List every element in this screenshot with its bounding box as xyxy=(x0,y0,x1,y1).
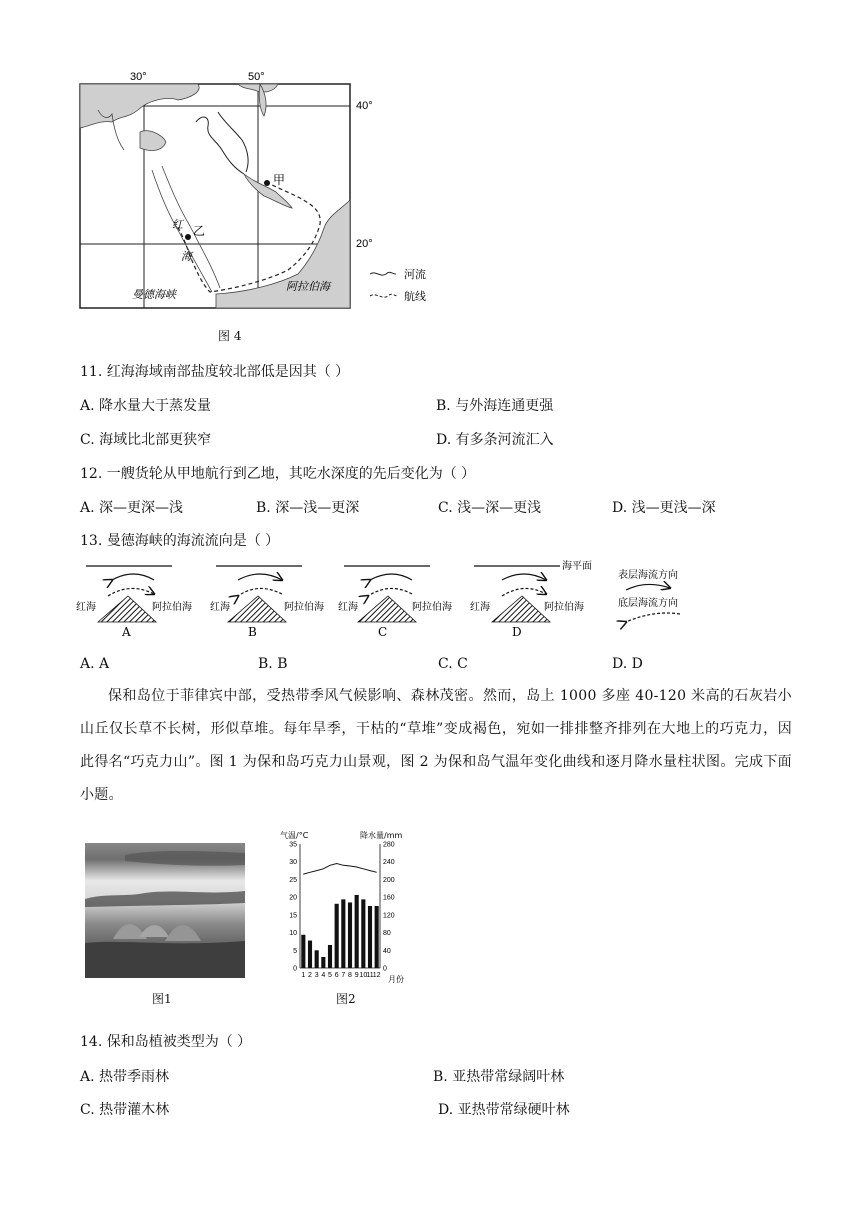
y2-tick-label: 120 xyxy=(383,912,395,920)
map-caption: 图 4 xyxy=(218,329,242,343)
y-tick-label: 5 xyxy=(293,947,297,955)
diagram-c-left: 红海 xyxy=(338,602,358,613)
x-tick-label: 11 xyxy=(366,972,374,979)
y-tick-label: 10 xyxy=(289,930,297,938)
legend-surface-label: 表层海流方向 xyxy=(618,570,678,581)
diagram-c-letter: C xyxy=(378,625,388,639)
q12-option-b[interactable]: B. 深—浅—更深 xyxy=(256,500,360,516)
chocolate-hills-photo xyxy=(85,843,245,978)
precip-bar xyxy=(341,899,345,968)
legend-route-label: 航线 xyxy=(404,291,426,303)
fig1-caption: 图1 xyxy=(152,992,172,1006)
yi-label: 乙 xyxy=(193,224,206,238)
fig2-caption: 图2 xyxy=(336,992,356,1006)
y-tick-label: 0 xyxy=(293,965,297,973)
q13-option-b[interactable]: B. B xyxy=(258,656,288,672)
diagram-d-left: 红海 xyxy=(470,602,490,613)
y-tick-label: 30 xyxy=(289,859,297,867)
diagram-b-letter: B xyxy=(248,625,257,639)
x-tick-label: 9 xyxy=(354,972,359,979)
diagram-b-left: 红海 xyxy=(210,602,230,613)
diagram-legend xyxy=(618,568,680,622)
chart-y2label: 降水量/mm xyxy=(360,831,403,840)
q14-option-a[interactable]: A. 热带季雨林 xyxy=(80,1069,170,1085)
diagram-a-right: 阿拉伯海 xyxy=(152,602,192,613)
q11-option-b[interactable]: B. 与外海连通更强 xyxy=(436,398,554,414)
x-tick-label: 4 xyxy=(321,972,326,979)
x-tick-label: 10 xyxy=(359,972,368,979)
q13-stem: 13. 曼德海峡的海流流向是（ ） xyxy=(80,533,280,549)
q14-stem: 14. 保和岛植被类型为（ ） xyxy=(80,1034,252,1050)
red-sea-map xyxy=(78,70,438,315)
x-tick-label: 12 xyxy=(372,972,381,979)
y-tick-label: 35 xyxy=(289,841,297,849)
x-tick-label: 3 xyxy=(314,972,319,979)
sea-level-label: 海平面 xyxy=(562,561,592,572)
diagram-d-right: 阿拉伯海 xyxy=(544,602,584,613)
lat-40-label: 40° xyxy=(356,100,373,112)
precip-bar xyxy=(321,957,325,968)
q14-option-b[interactable]: B. 亚热带常绿阔叶林 xyxy=(433,1069,565,1085)
point-jia xyxy=(264,180,270,186)
q12-option-d[interactable]: D. 浅—更浅—深 xyxy=(612,500,716,516)
y2-tick-label: 160 xyxy=(383,894,395,902)
precip-bar xyxy=(368,906,372,968)
red-sea-label-1: 红 xyxy=(172,218,183,231)
q12-option-a[interactable]: A. 深—更深—浅 xyxy=(80,500,184,516)
y2-tick-label: 240 xyxy=(383,859,395,867)
diagram-c xyxy=(338,566,452,639)
lon-30-label: 30° xyxy=(130,71,147,83)
x-tick-label: 7 xyxy=(341,972,346,979)
y2-tick-label: 280 xyxy=(383,841,395,849)
diagram-a-letter: A xyxy=(122,625,131,639)
precip-bar xyxy=(315,950,319,968)
diagram-a-left: 红海 xyxy=(76,602,96,613)
y-tick-label: 20 xyxy=(289,894,297,902)
temperature-line xyxy=(303,864,376,875)
diagram-b-right: 阿拉伯海 xyxy=(284,602,324,613)
y2-tick-label: 200 xyxy=(383,876,395,884)
q11-option-c[interactable]: C. 海域比北部更狭窄 xyxy=(80,432,212,448)
q11-stem: 11. 红海海域南部盐度较北部低是因其（ ） xyxy=(80,364,350,380)
precip-bar xyxy=(361,899,365,968)
q13-option-d[interactable]: D. D xyxy=(612,656,643,672)
precip-bar xyxy=(308,941,312,968)
q14-option-c[interactable]: C. 热带灌木林 xyxy=(80,1102,170,1118)
y-tick-label: 25 xyxy=(289,876,297,884)
climate-chart xyxy=(276,830,416,986)
strait-current-diagrams xyxy=(76,556,696,642)
q14-option-d[interactable]: D. 亚热带常绿硬叶林 xyxy=(438,1102,570,1118)
y2-tick-label: 80 xyxy=(383,930,391,938)
strait-label: 曼德海峡 xyxy=(132,288,176,301)
q12-stem: 12. 一艘货轮从甲地航行到乙地，其吃水深度的先后变化为（ ） xyxy=(80,466,476,482)
q13-option-a[interactable]: A. A xyxy=(80,656,110,672)
chart-ylabel: 气温/°C xyxy=(280,831,309,840)
x-tick-label: 6 xyxy=(334,972,339,979)
precip-bar xyxy=(335,904,339,968)
precip-bar xyxy=(375,906,379,968)
y2-tick-label: 40 xyxy=(383,947,391,955)
q11-option-a[interactable]: A. 降水量大于蒸发量 xyxy=(80,398,212,414)
lat-20-label: 20° xyxy=(356,238,373,250)
diagram-d xyxy=(470,559,592,639)
precip-bar xyxy=(348,902,352,968)
lon-50-label: 50° xyxy=(248,71,265,83)
q13-option-c[interactable]: C. C xyxy=(438,656,468,672)
diagram-c-right: 阿拉伯海 xyxy=(412,602,452,613)
diagram-a xyxy=(76,566,192,639)
x-tick-label: 5 xyxy=(328,972,332,979)
legend-river-label: 河流 xyxy=(404,269,426,281)
red-sea-label-2: 海 xyxy=(181,250,192,263)
x-tick-label: 8 xyxy=(348,972,352,979)
q12-option-c[interactable]: C. 浅—深—更浅 xyxy=(438,500,542,516)
jia-label: 甲 xyxy=(273,173,286,187)
precip-bar xyxy=(328,945,332,968)
passage-text: 保和岛位于菲律宾中部，受热带季风气候影响、森林茂密。然而，岛上 1000 多座 40-120 米高的石灰岩小山丘仅长草不长树，形似草堆。每年旱季，干枯的“草堆”变成褐色，宛如一排排整齐排列在大地上的巧克力，因此得名“巧克力山”。图 1 为保和岛巧克力山景观，图 2 为保和岛气温年变化曲线和逐月降水量柱状图。完成下面小题。 xyxy=(80,688,792,803)
chart-xlabel: 月份 xyxy=(388,975,404,984)
q11-option-d[interactable]: D. 有多条河流汇入 xyxy=(436,432,554,448)
precip-bar xyxy=(301,935,305,968)
diagram-b xyxy=(210,566,324,639)
arabian-sea-label: 阿拉伯海 xyxy=(286,280,330,293)
y-tick-label: 15 xyxy=(289,912,297,920)
x-tick-label: 2 xyxy=(308,972,312,979)
legend-bottom-label: 底层海流方向 xyxy=(618,598,678,609)
precip-bar xyxy=(355,895,359,968)
y2-tick-label: 0 xyxy=(383,965,387,973)
point-yi xyxy=(185,234,191,240)
diagram-d-letter: D xyxy=(512,625,522,639)
x-tick-label: 1 xyxy=(301,972,306,979)
